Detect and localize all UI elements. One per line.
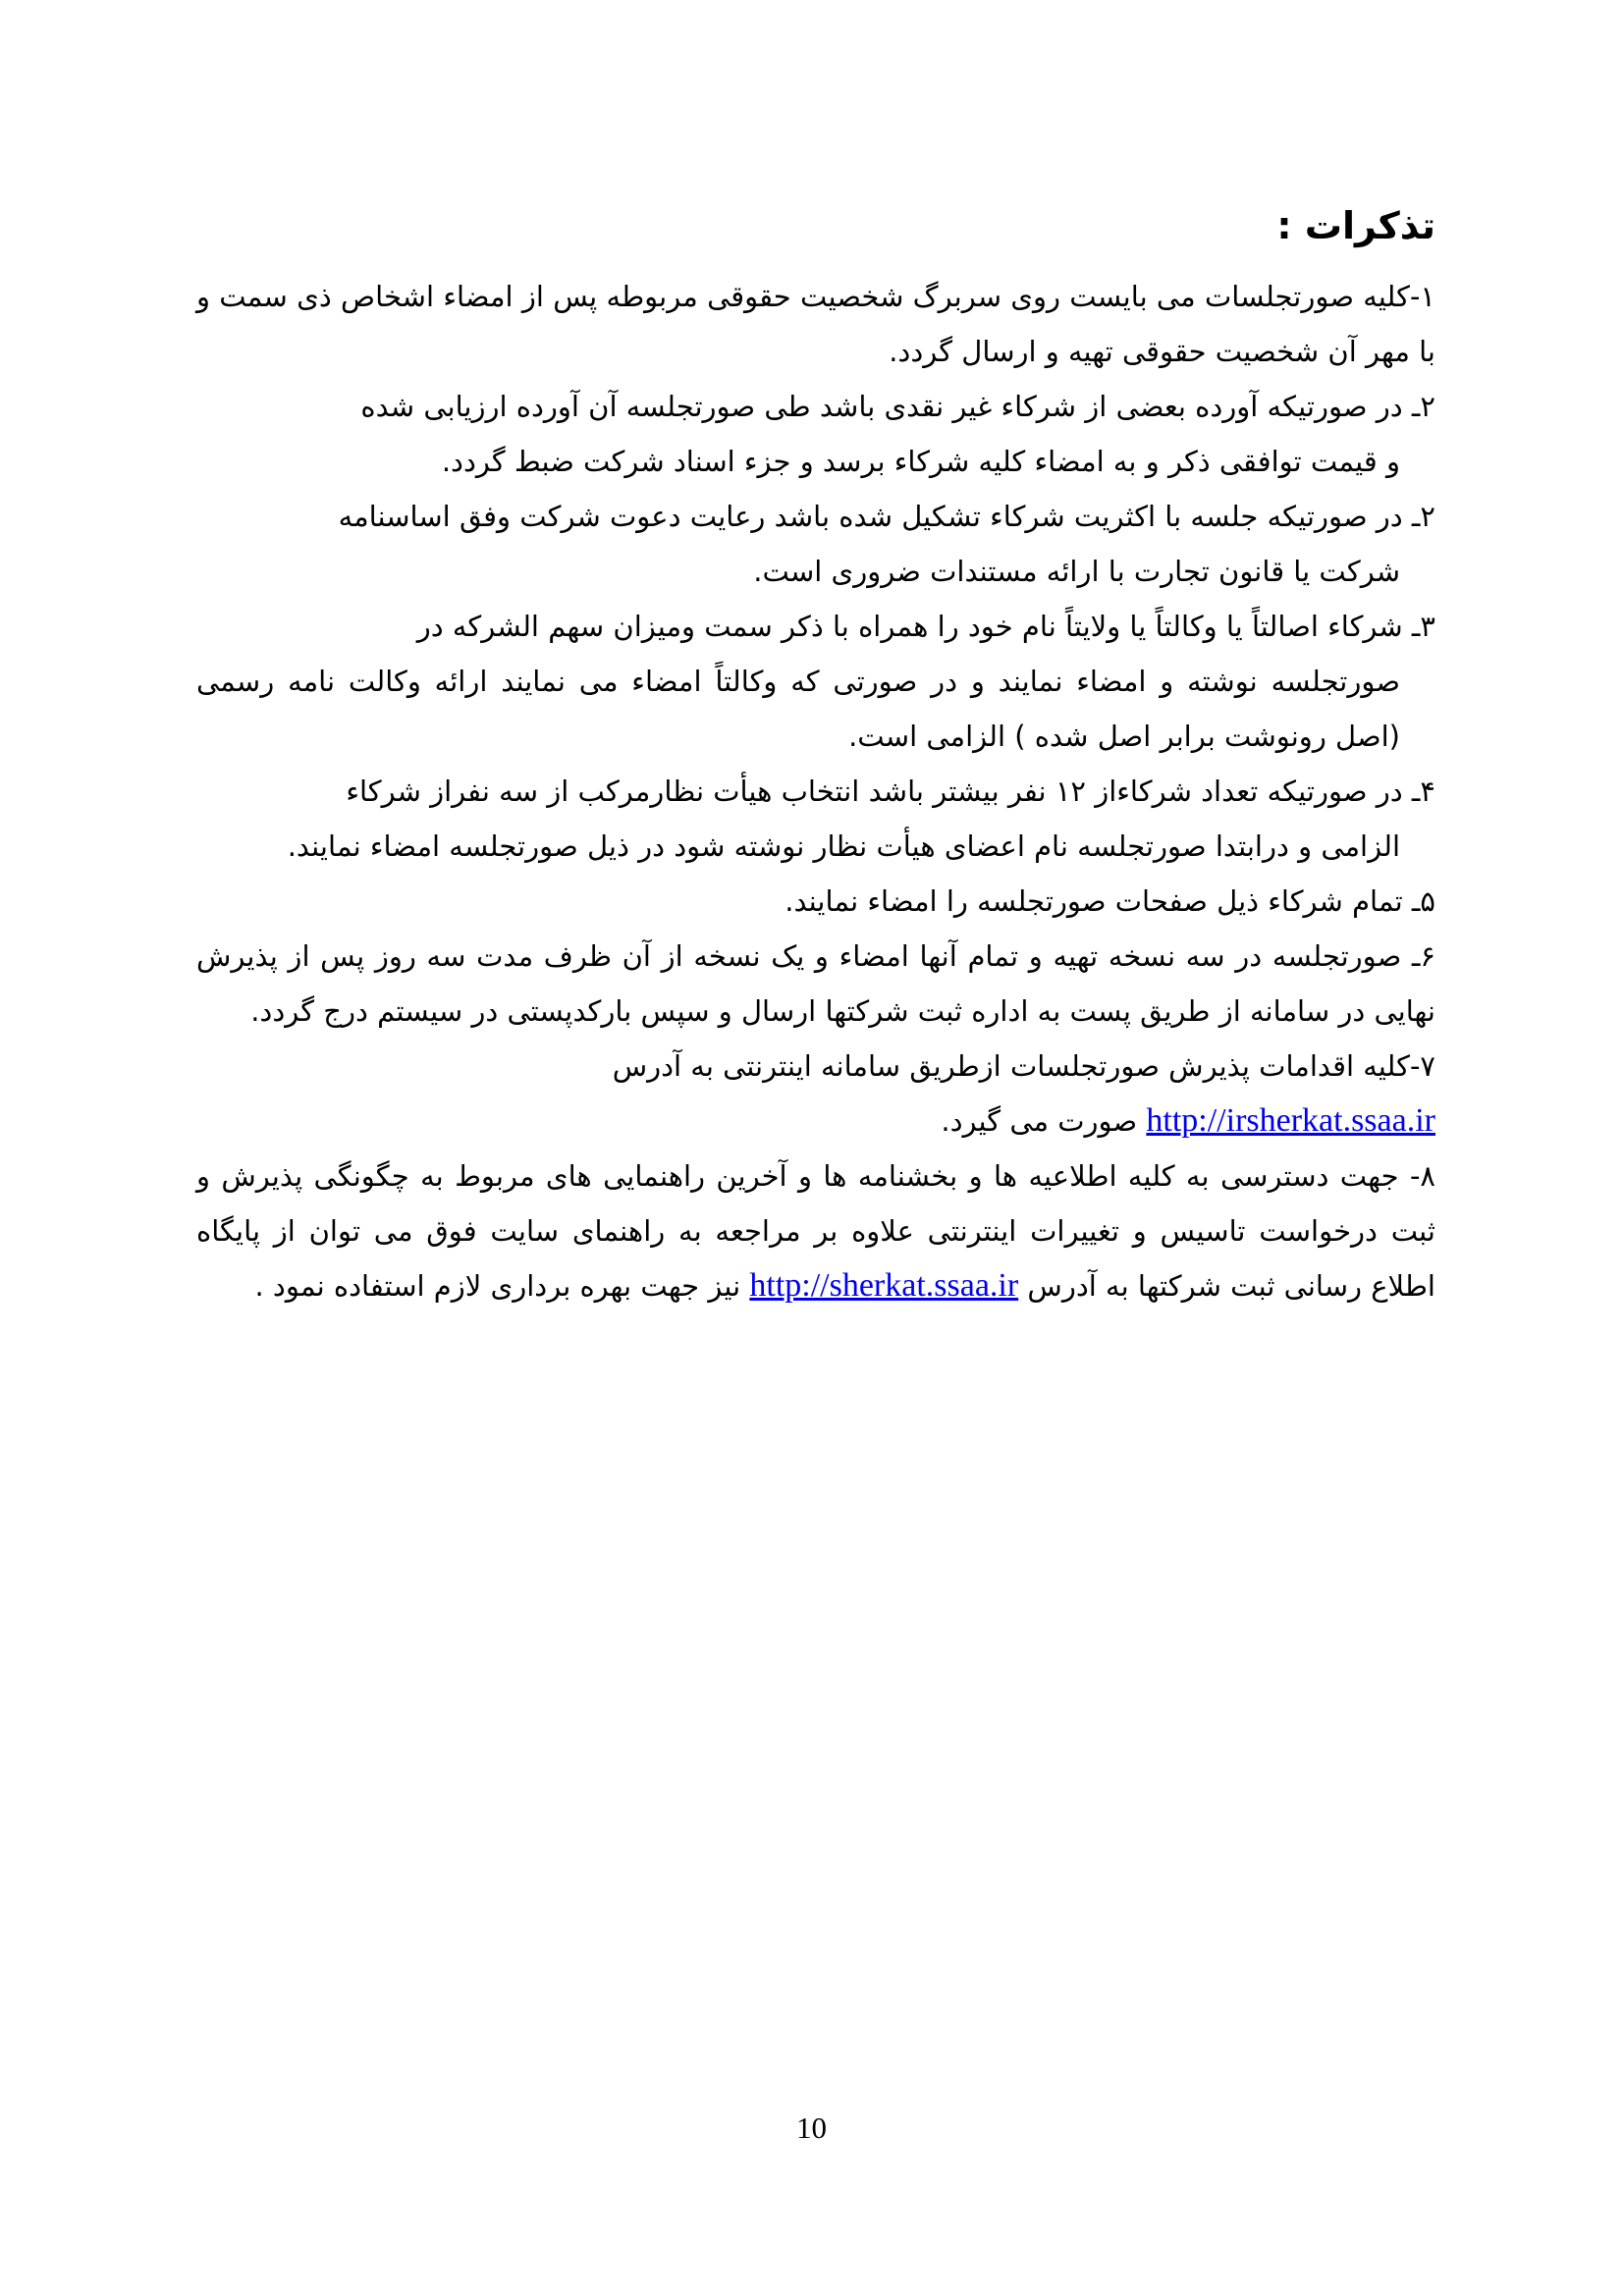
page-number: 10: [796, 2110, 827, 2145]
note-8-text: ۷-کلیه اقدامات پذیرش صورتجلسات ازطریق سامانه اینترنتی به آدرس: [612, 1049, 1435, 1083]
note-4-first-line: ۳ـ شرکاء اصالتاً یا وکالتاً یا ولایتاً نام خود را همراه با ذکر سمت ومیزان سهم الشرکه در: [416, 610, 1435, 643]
note-9-tail: نیز جهت بهره برداری لازم استفاده نمود .: [254, 1269, 750, 1303]
note-8-tail: صورت می گیرد.: [941, 1104, 1147, 1138]
note-1: ۱-کلیه صورتجلسات می بایست روی سربرگ شخصیت حقوقی مربوطه پس از امضاء اشخاص ذی سمت و با مهر آن شخصیت حقوقی تهیه و ارسال گردد.: [196, 280, 1435, 368]
note-5-continuation: الزامی و درابتدا صورتجلسه نام اعضای هیأت نظار نوشته شود در ذیل صورتجلسه امضاء نمایند.: [287, 829, 1400, 863]
note-2: [196, 379, 1435, 489]
note-7: ۶ـ صورتجلسه در سه نسخه تهیه و تمام آنها امضاء و یک نسخه از آن ظرف مدت سه روز پس از پذیرش نهایی در سامانه از طریق پست به اداره ثبت شرکتها ارسال و سپس بارکدپستی در سیستم درج گردد.: [196, 939, 1435, 1028]
irsherkat-link[interactable]: http://irsherkat.ssaa.ir: [1146, 1102, 1435, 1139]
note-6: ۵ـ تمام شرکاء ذیل صفحات صورتجلسه را امضاء نمایند.: [784, 884, 1435, 918]
notes-section: [196, 196, 1435, 1313]
note-3-continuation: شرکت یا قانون تجارت با ارائه مستندات ضروری است.: [753, 555, 1400, 588]
note-8: [196, 1039, 1435, 1148]
note-2-first-line: ۲ـ در صورتیکه آورده بعضی از شرکاء غیر نقدی باشد طی صورتجلسه آن آورده ارزیابی شده: [360, 390, 1435, 423]
note-5-first-line: ۴ـ در صورتیکه تعداد شرکاءاز ۱۲ نفر بیشتر باشد انتخاب هیأت نظارمرکب از سه نفراز شرکاء: [346, 774, 1435, 808]
note-4: [196, 599, 1435, 764]
sherkat-link[interactable]: http://sherkat.ssaa.ir: [749, 1267, 1019, 1304]
note-3: [196, 489, 1435, 599]
note-9-text: ۸- جهت دسترسی به کلیه اطلاعیه ها و بخشنامه ها و آخرین راهنمایی های مربوط به چگونگی پذیرش و ثبت درخواست تاسیس و تغییرات اینترنتی علاوه بر مراجعه به راهنمای سایت فوق می توان از پایگاه اطلاع رسانی ثبت شرکتها به آدرس: [196, 1159, 1435, 1303]
note-4-continuation: صورتجلسه نوشته و امضاء نمایند و در صورتی که وکالتاً امضاء می نمایند ارائه وکالت نامه رسمی (اصل رونوشت برابر اصل شده ) الزامی است.: [196, 665, 1400, 753]
note-9: [196, 1148, 1435, 1313]
note-2-continuation: و قیمت توافقی ذکر و به امضاء کلیه شرکاء برسد و جزء اسناد شرکت ضبط گردد.: [441, 445, 1400, 478]
note-5: [196, 764, 1435, 874]
section-title: تذکرات :: [1276, 204, 1435, 247]
note-3-first-line: ۲ـ در صورتیکه جلسه با اکثریت شرکاء تشکیل شده باشد رعایت دعوت شرکت وفق اساسنامه: [338, 500, 1435, 533]
